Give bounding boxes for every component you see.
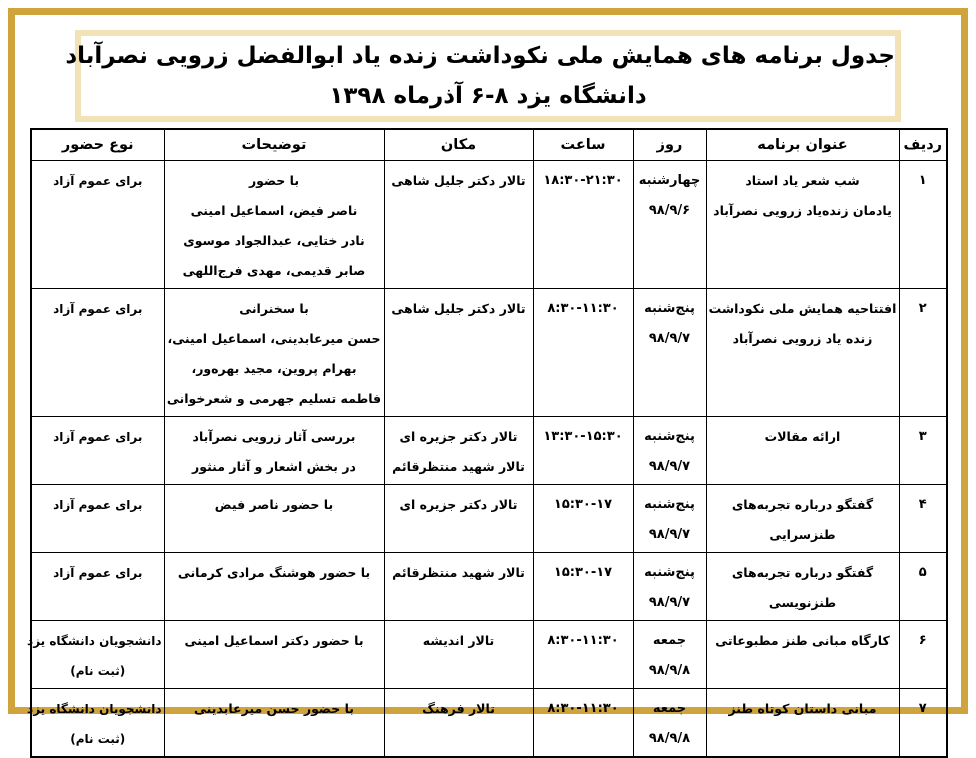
notes-cell [164,552,384,620]
cell-line: یادمان زنده‌یاد زرویی نصرآباد [713,202,892,218]
column-header-attendance: نوع حضور [31,129,164,160]
program-title-cell [706,620,899,688]
row-number-cell [899,620,947,688]
row-number-cell [899,688,947,757]
cell-line: ۹۸/۹/۷ [648,526,691,542]
schedule-table [27,128,948,758]
location-cell [384,620,533,688]
cell-line: کارگاه مبانی طنز مطبوعاتی [715,632,890,648]
column-header-time: ساعت [533,129,633,160]
cell-line: ۴ [918,496,927,512]
cell-line: (ثبت نام) [70,731,126,746]
table-body [27,160,947,757]
cell-line: مبانی داستان کوتاه طنز [728,700,877,716]
cell-line: طنزنویسی [768,594,837,610]
time-cell [533,288,633,416]
location-cell [384,688,533,757]
cell-line: پنج‌شنبه [644,496,695,512]
cell-line: ۱ [918,172,927,188]
location-cell [384,552,533,620]
cell-line: ۸:۳۰-۱۱:۳۰ [547,632,619,648]
program-title-cell [706,484,899,552]
attendance-cell [31,288,164,416]
program-title-cell [706,416,899,484]
cell-line: تالار فرهنگ [422,700,495,716]
attendance-cell [31,484,164,552]
cell-line: جمعه [652,700,687,716]
row-number-cell [899,160,947,288]
column-header-notes: توضیحات [164,129,384,160]
cell-line: ۵ [918,564,927,580]
day-cell [633,552,706,620]
cell-line: ۹۸/۹/۶ [648,202,691,218]
row-number-cell [899,416,947,484]
time-cell [533,160,633,288]
attendance-cell [27,620,164,688]
notes-cell [164,620,384,688]
cell-line: جمعه [652,632,687,648]
time-cell [533,484,633,552]
cell-line: حسن میرعابدینی، اسماعیل امینی، [167,330,381,346]
location-cell [384,160,533,288]
title-line-1: جدول برنامه های همایش ملی نکوداشت زنده یاد ابوالفضل زرویی نصرآباد [65,43,895,69]
day-cell [633,688,706,757]
cell-line: ۹۸/۹/۸ [648,730,691,746]
attendance-cell [31,416,164,484]
cell-line: زنده یاد زرویی نصرآباد [732,330,873,346]
cell-line: صابر قدیمی، مهدی فرج‌اللهی [182,262,366,278]
notes-cell [164,416,384,484]
table-row [31,288,947,416]
program-title-cell [706,288,899,416]
row-number-cell [899,484,947,552]
page-title [65,30,901,122]
cell-line: برای عموم آزاد [53,565,143,580]
cell-line: ۸:۳۰-۱۱:۳۰ [547,700,619,716]
cell-line: برای عموم آزاد [53,301,143,316]
cell-line: در بخش اشعار و آثار منثور [192,458,356,474]
cell-line: ۹۸/۹/۸ [648,662,691,678]
cell-line: با حضور حسن میرعابدینی [194,700,354,716]
time-cell [533,688,633,757]
cell-line: برای عموم آزاد [53,173,143,188]
cell-line: با حضور ناصر فیض [214,496,334,512]
cell-line: با حضور [248,172,300,188]
notes-cell [164,160,384,288]
cell-line: نادر ختایی، عبدالجواد موسوی [183,232,365,248]
cell-line: با حضور دکتر اسماعیل امینی [184,632,364,648]
cell-line: شب شعر یاد استاد [745,172,860,188]
cell-line: تالار شهید منتظرقائم [392,564,525,580]
cell-line: تالار دکتر جزیره ای [399,496,518,512]
table-row [31,552,947,620]
cell-line: ارائه مقالات [764,428,841,444]
cell-line: تالار شهید منتظرقائم [392,458,525,474]
notes-cell [164,484,384,552]
day-cell [633,484,706,552]
cell-line: (ثبت نام) [70,663,126,678]
day-cell [633,620,706,688]
cell-line: طنزسرایی [769,526,836,542]
row-number-cell [899,552,947,620]
cell-line: تالار دکتر جلیل شاهی [391,300,526,316]
program-title-cell [706,552,899,620]
day-cell [633,160,706,288]
column-header-program-title: عنوان برنامه [706,129,899,160]
cell-line: ۱۳:۳۰-۱۵:۳۰ [543,428,623,444]
location-cell [384,484,533,552]
cell-line: گفتگو درباره تجربه‌های [731,564,874,580]
cell-line: پنج‌شنبه [644,300,695,316]
table-row [31,620,947,688]
cell-line: ۹۸/۹/۷ [648,330,691,346]
cell-line: ۱۵:۳۰-۱۷ [553,564,613,580]
cell-line: بررسی آثار زرویی نصرآباد [192,428,356,444]
cell-line: تالار دکتر جلیل شاهی [391,172,526,188]
cell-line: ۳ [918,428,927,444]
program-title-cell [706,160,899,288]
program-title-cell [706,688,899,757]
table-row [31,484,947,552]
location-cell [384,416,533,484]
notes-cell [164,688,384,757]
cell-line: ۲ [918,300,927,316]
time-cell [533,416,633,484]
location-cell [384,288,533,416]
time-cell [533,552,633,620]
cell-line: ۸:۳۰-۱۱:۳۰ [547,300,619,316]
cell-line: ۹۸/۹/۷ [648,594,691,610]
cell-line: با حضور هوشنگ مرادی کرمانی [177,564,371,580]
cell-line: ۹۸/۹/۷ [648,458,691,474]
table-row [31,416,947,484]
time-cell [533,620,633,688]
attendance-cell [27,688,164,757]
column-header-day: روز [633,129,706,160]
cell-line: ۱۵:۳۰-۱۷ [553,496,613,512]
title-line-2: دانشگاه یزد ۸-۶ آذرماه ۱۳۹۸ [329,83,647,109]
cell-line: فاطمه تسلیم جهرمی و شعرخوانی [166,390,382,406]
cell-line: تالار دکتر جزیره ای [399,428,518,444]
cell-line: برای عموم آزاد [53,497,143,512]
cell-line: افتتاحیه همایش ملی نکوداشت [708,300,897,316]
table-row [31,160,947,288]
table-row [31,688,947,757]
attendance-cell [31,160,164,288]
table-header-row [31,129,947,160]
cell-line: دانشجویان دانشگاه یزد [27,701,162,716]
cell-line: ۶ [918,632,927,648]
cell-line: پنج‌شنبه [644,428,695,444]
column-header-location: مکان [384,129,533,160]
cell-line: ۷ [918,700,927,716]
cell-line: با سخنرانی [239,300,309,316]
day-cell [633,416,706,484]
day-cell [633,288,706,416]
cell-line: چهارشنبه [638,172,701,188]
attendance-cell [31,552,164,620]
cell-line: بهرام پروین، مجید بهره‌ور، [191,360,357,376]
notes-cell [164,288,384,416]
cell-line: ناصر فیض، اسماعیل امینی [190,202,358,218]
column-header-row-number: ردیف [899,129,947,160]
cell-line: پنج‌شنبه [644,564,695,580]
cell-line: دانشجویان دانشگاه یزد [27,633,162,648]
cell-line: تالار اندیشه [422,632,495,648]
cell-line: گفتگو درباره تجربه‌های [731,496,874,512]
cell-line: برای عموم آزاد [53,429,143,444]
cell-line: ۱۸:۳۰-۲۱:۳۰ [543,172,623,188]
row-number-cell [899,288,947,416]
